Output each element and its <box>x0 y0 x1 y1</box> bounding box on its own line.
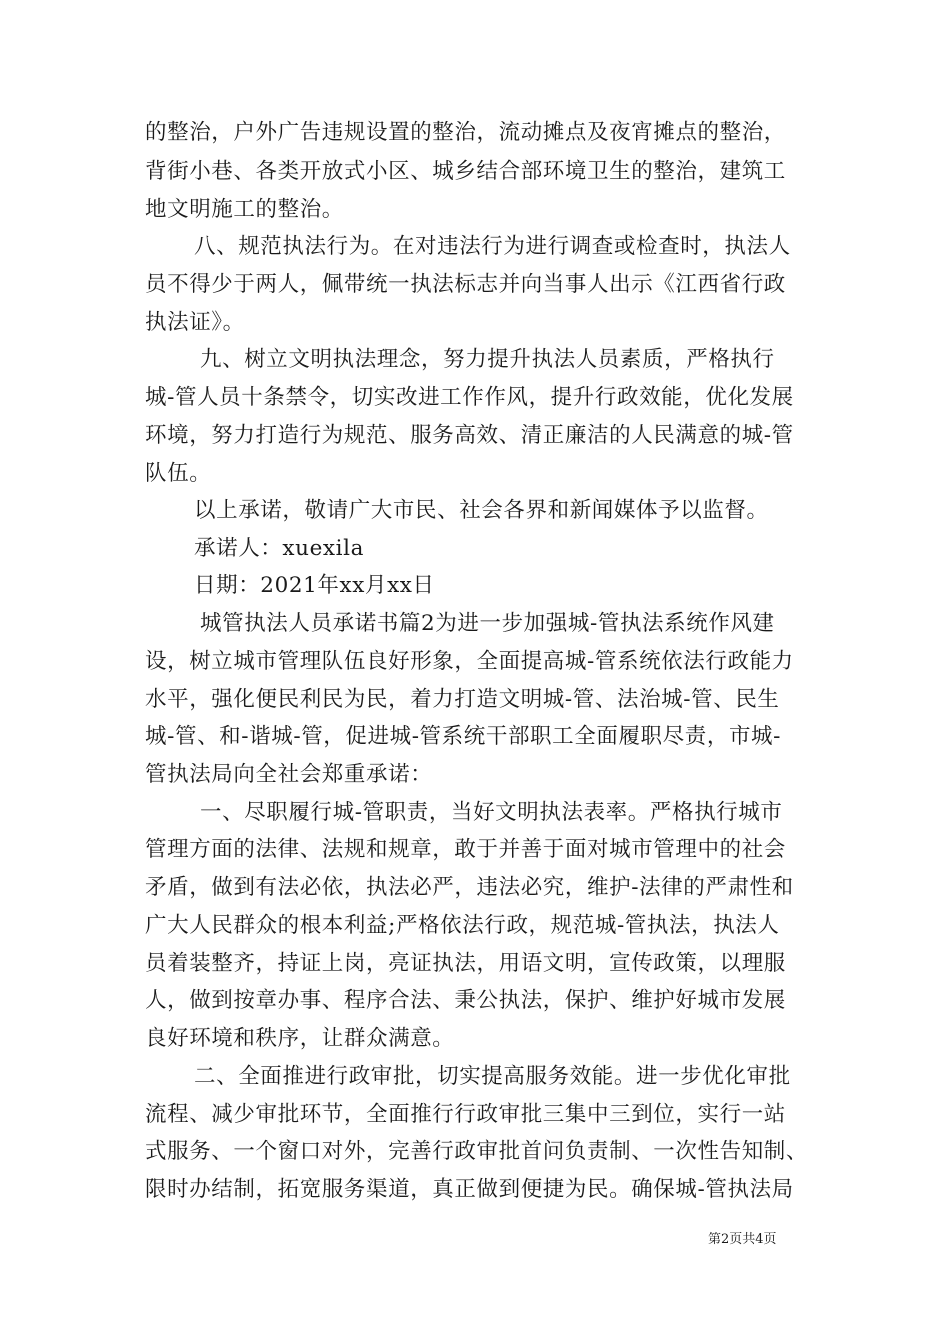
text-line: 良好环境和秩序，让群众满意。 <box>145 1026 455 1051</box>
text-line: 以上承诺，敬请广大市民、社会各界和新闻媒体予以监督。 <box>194 498 769 523</box>
page-number: 第2页共4页 <box>708 1232 777 1247</box>
text-line: 城-管、和-谐城-管，促进城-管系统干部职工全面履职尽责，市城- <box>145 724 782 749</box>
text-line: 九、树立文明执法理念，努力提升执法人员素质，严格执行 <box>200 347 775 372</box>
signer-line: 承诺人：xuexila <box>194 536 364 561</box>
text-line: 限时办结制，拓宽服务渠道，真正做到便捷为民。确保城-管执法局 <box>145 1177 794 1202</box>
text-line: 城-管人员十条禁令，切实改进工作作风，提升行政效能，优化发展 <box>145 385 794 410</box>
text-line: 广大人民群众的根本利益;严格依法行政，规范城-管执法，执法人 <box>145 913 780 938</box>
text-line: 队伍。 <box>145 461 212 486</box>
text-line: 员着装整齐，持证上岗，亮证执法，用语文明，宣传政策，以理服 <box>145 951 786 976</box>
date-line: 日期：2021年xx月xx日 <box>194 573 435 598</box>
text-line: 员不得少于两人，佩带统一执法标志并向当事人出示《江西省行政 <box>145 272 786 297</box>
text-line: 背街小巷、各类开放式小区、城乡结合部环境卫生的整治，建筑工 <box>145 159 786 184</box>
text-line: 水平，强化便民利民为民，着力打造文明城-管、法治城-管、民生 <box>145 687 780 712</box>
text-line: 矛盾，做到有法必依，执法必严，违法必究，维护-法律的严肃性和 <box>145 875 794 900</box>
text-line: 管理方面的法律、法规和规章，敢于并善于面对城市管理中的社会 <box>145 837 786 862</box>
text-line: 城管执法人员承诺书篇2为进一步加强城-管执法系统作风建 <box>200 611 775 636</box>
text-line: 执法证》。 <box>145 310 245 335</box>
text-line: 环境，努力打造行为规范、服务高效、清正廉洁的人民满意的城-管 <box>145 423 794 448</box>
text-line: 管执法局向全社会郑重承诺： <box>145 762 433 787</box>
text-line: 地文明施工的整治。 <box>145 197 344 222</box>
text-line: 式服务、一个窗口对外，完善行政审批首问负责制、一次性告知制、 <box>145 1139 809 1164</box>
text-line: 八、规范执法行为。在对违法行为进行调查或检查时，执法人 <box>194 234 791 259</box>
text-line: 流程、减少审批环节，全面推行行政审批三集中三到位，实行一站 <box>145 1102 786 1127</box>
text-line: 的整治，户外广告违规设置的整治，流动摊点及夜宵摊点的整治， <box>145 120 786 145</box>
text-line: 二、全面推进行政审批，切实提高服务效能。进一步优化审批 <box>194 1064 791 1089</box>
text-line: 设，树立城市管理队伍良好形象，全面提高城-管系统依法行政能力 <box>145 649 794 674</box>
text-line: 一、尽职履行城-管职责，当好文明执法表率。严格执行城市 <box>200 800 783 825</box>
text-line: 人，做到按章办事、程序合法、秉公执法，保护、维护好城市发展 <box>145 988 786 1013</box>
